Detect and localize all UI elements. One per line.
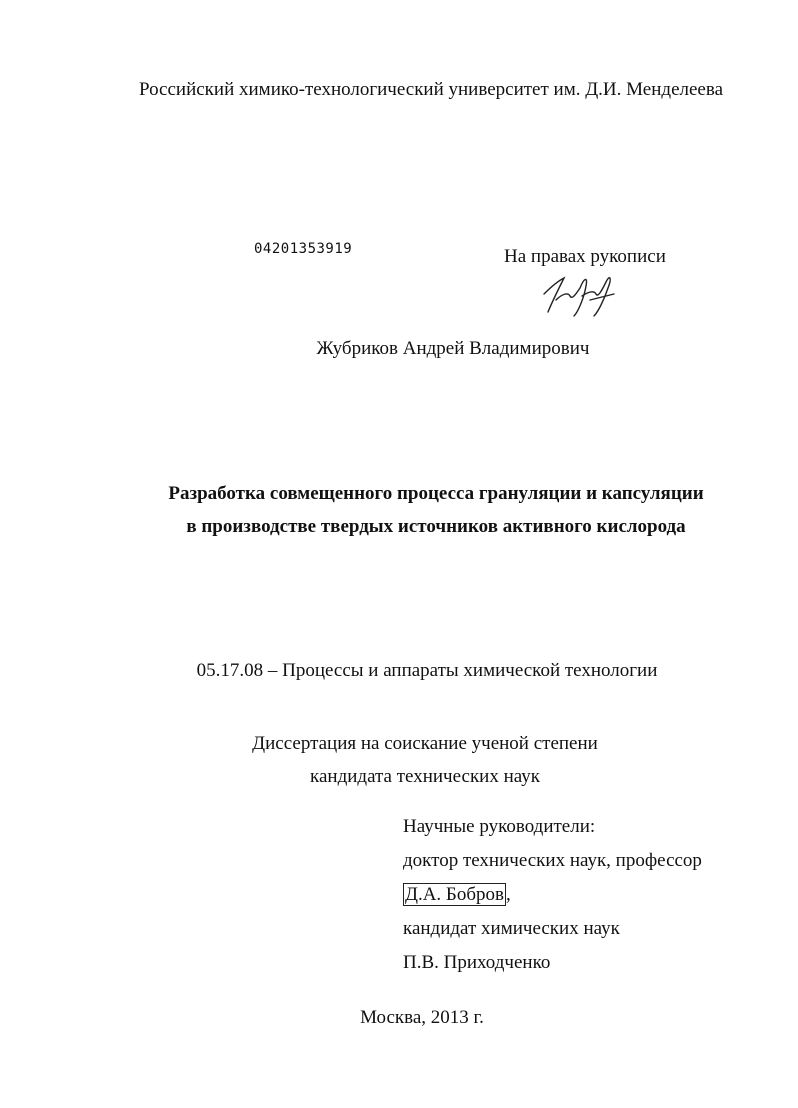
thesis-title-line2: в производстве твердых источников активного кислорода	[186, 516, 686, 537]
comma: ,	[505, 884, 511, 905]
author-signature	[538, 272, 620, 320]
place-year: Москва, 2013 г.	[360, 1007, 484, 1028]
supervisor1	[403, 884, 511, 906]
degree-line1: Диссертация на соискание ученой степени	[252, 733, 598, 754]
archive-number: 04201353919	[254, 241, 353, 257]
supervisor1-name: Д.А. Бобров	[405, 884, 504, 905]
rights-note: На правах рукописи	[504, 246, 666, 267]
supervisors-heading: Научные руководители:	[403, 816, 596, 837]
supervisor2-title: кандидат химических наук	[403, 918, 620, 939]
author-name: Жубриков Андрей Владимирович	[316, 338, 590, 359]
specialty: 05.17.08 – Процессы и аппараты химической технологии	[196, 660, 658, 681]
thesis-title-line1: Разработка совмещенного процесса грануляции и капсуляции	[168, 483, 704, 504]
supervisor1-title: доктор технических наук, профессор	[403, 850, 702, 871]
supervisor2-name: П.В. Приходченко	[403, 952, 551, 973]
degree-line2: кандидата технических наук	[310, 766, 540, 787]
university-name: Российский химико-технологический университет им. Д.И. Менделеева	[138, 79, 724, 100]
